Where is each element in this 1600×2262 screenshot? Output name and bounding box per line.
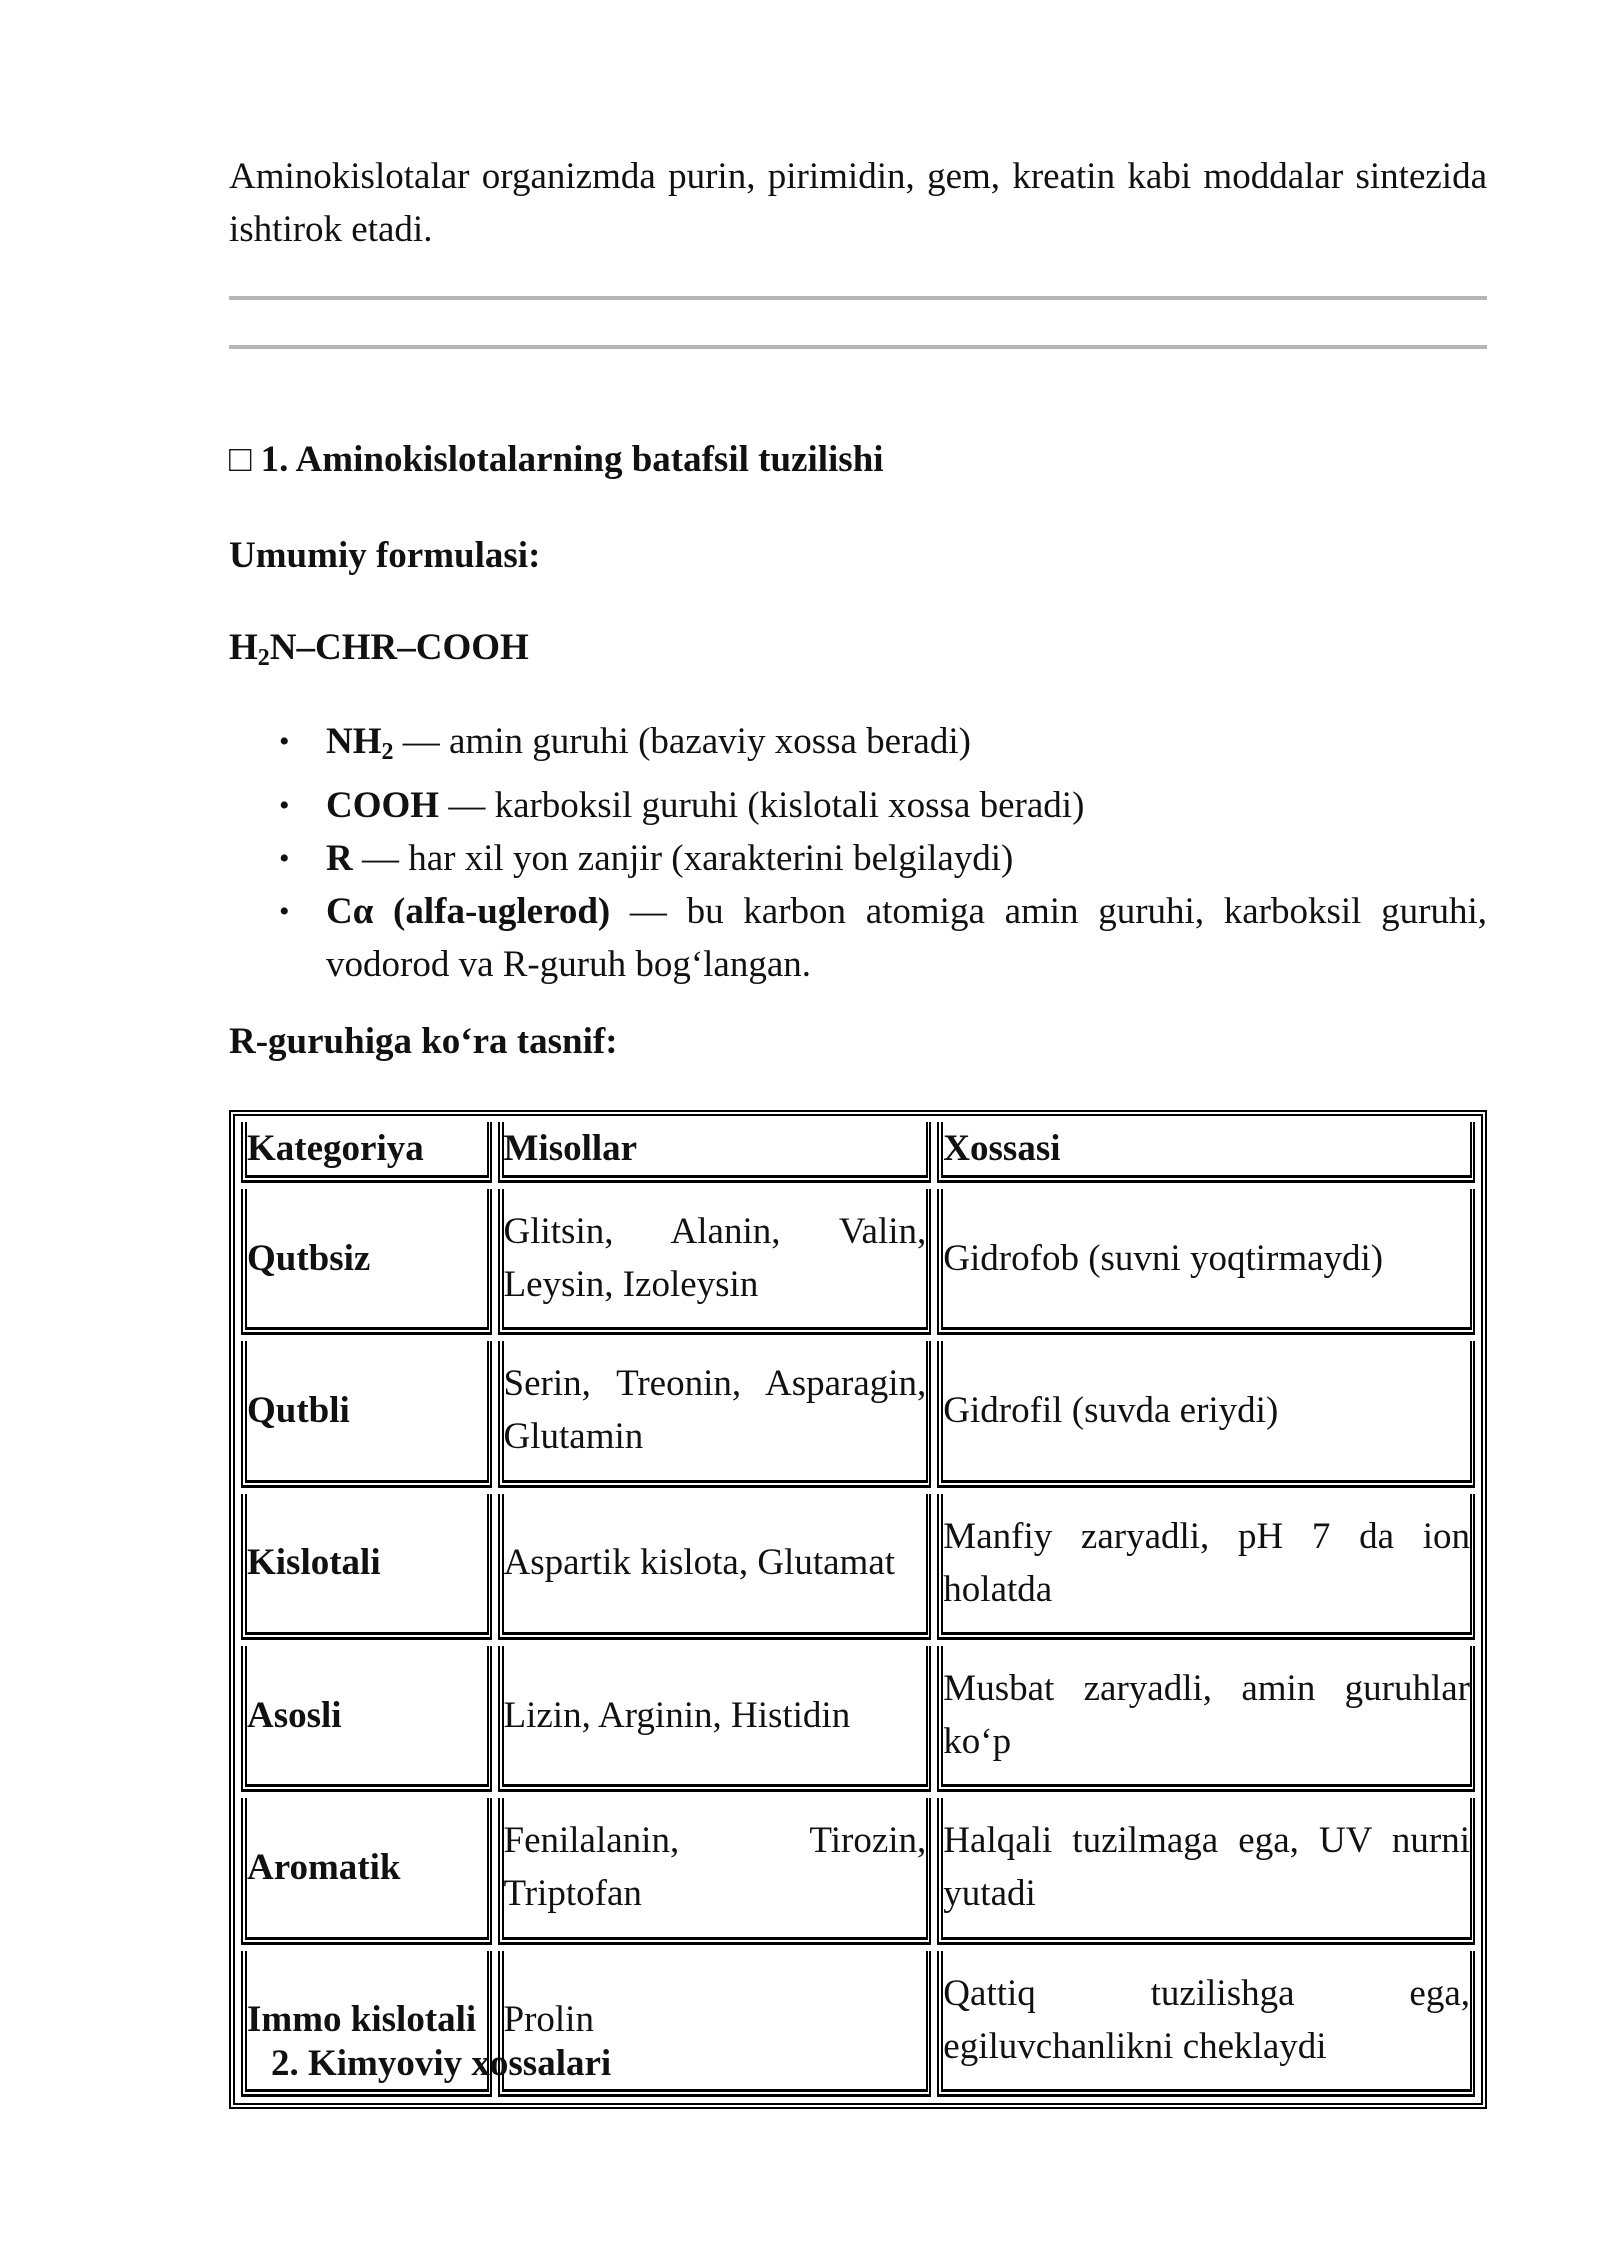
table-cell: Lizin, Arginin, Histidin xyxy=(498,1646,932,1792)
bullet-term: Cα (alfa-uglerod) xyxy=(326,891,611,932)
horizontal-rule xyxy=(229,296,1487,300)
table-header-cell: Xossasi xyxy=(937,1122,1475,1183)
bullet-text: — amin guruhi (bazaviy xossa beradi) xyxy=(393,721,971,762)
bullet-text: — bu karbon atomiga amin guruhi, karboksil guruhi, vodorod va R-guruh bog‘langan. xyxy=(326,891,1487,985)
list-item xyxy=(229,832,1487,885)
bullet-text: — har xil yon zanjir (xarakterini belgilaydi) xyxy=(352,838,1014,879)
bullet-term: R xyxy=(326,838,353,879)
table-header-row xyxy=(241,1122,1475,1183)
structure-bullet-list xyxy=(229,715,1487,991)
general-formula xyxy=(229,626,529,672)
formula-part: H xyxy=(229,627,258,668)
section-1-heading: □ 1. Aminokislotalarning batafsil tuzilishi xyxy=(229,439,884,480)
formula-part: N–CHR–COOH xyxy=(269,627,529,668)
table-cell: Fenilalanin, Tirozin, Triptofan xyxy=(498,1798,932,1944)
table-row xyxy=(241,1646,1475,1792)
table-cell: Musbat zaryadli, amin guruhlar ko‘p xyxy=(937,1646,1475,1792)
table-row xyxy=(241,1494,1475,1640)
classification-table xyxy=(229,1110,1487,2109)
table-cell: Serin, Treonin, Asparagin, Glutamin xyxy=(498,1341,932,1487)
table-row xyxy=(241,1189,1475,1335)
bullet-term: COOH xyxy=(326,785,440,826)
classification-heading: R-guruhiga ko‘ra tasnif: xyxy=(229,1021,618,1062)
formula-heading: Umumiy formulasi: xyxy=(229,535,541,576)
section-2-heading: 2. Kimyoviy xossalari xyxy=(271,2043,612,2084)
table-cell: Aspartik kislota, Glutamat xyxy=(498,1494,932,1640)
table-cell: Asosli xyxy=(241,1646,492,1792)
list-item xyxy=(229,885,1487,991)
table-cell: Qattiq tuzilishga ega, egiluvchanlikni cheklaydi xyxy=(937,1951,1475,2097)
table-cell: Immo kislotali xyxy=(241,1951,492,2097)
table-cell: Halqali tuzilmaga ega, UV nurni yutadi xyxy=(937,1798,1475,1944)
bullet-term: $NH_2$ xyxy=(326,721,394,765)
table-cell: Gidrofil (suvda eriydi) xyxy=(937,1341,1475,1487)
table-cell: Kislotali xyxy=(241,1494,492,1640)
table-header-cell: Kategoriya xyxy=(241,1122,492,1183)
table-cell: Manfiy zaryadli, pH 7 da ion holatda xyxy=(937,1494,1475,1640)
table-row xyxy=(241,1341,1475,1487)
table-cell: Qutbli xyxy=(241,1341,492,1487)
table-cell: Qutbsiz xyxy=(241,1189,492,1335)
table-cell: Prolin xyxy=(498,1951,932,2097)
horizontal-rule xyxy=(229,345,1487,349)
table-cell: Gidrofob (suvni yoqtirmaydi) xyxy=(937,1189,1475,1335)
table-header-cell: Misollar xyxy=(498,1122,932,1183)
table-row xyxy=(241,1798,1475,1944)
intro-paragraph: Aminokislotalar organizmda purin, pirimidin, gem, kreatin kabi moddalar sintezida ishtirok etadi. xyxy=(229,156,1487,250)
list-item xyxy=(229,715,1487,779)
document-page xyxy=(229,150,1487,2084)
table-cell: Glitsin, Alanin, Valin, Leysin, Izoleysin xyxy=(498,1189,932,1335)
bullet-text: — karboksil guruhi (kislotali xossa beradi) xyxy=(439,785,1085,826)
list-item xyxy=(229,779,1487,832)
formula-subscript: 2 xyxy=(257,645,270,671)
table-cell: Aromatik xyxy=(241,1798,492,1944)
